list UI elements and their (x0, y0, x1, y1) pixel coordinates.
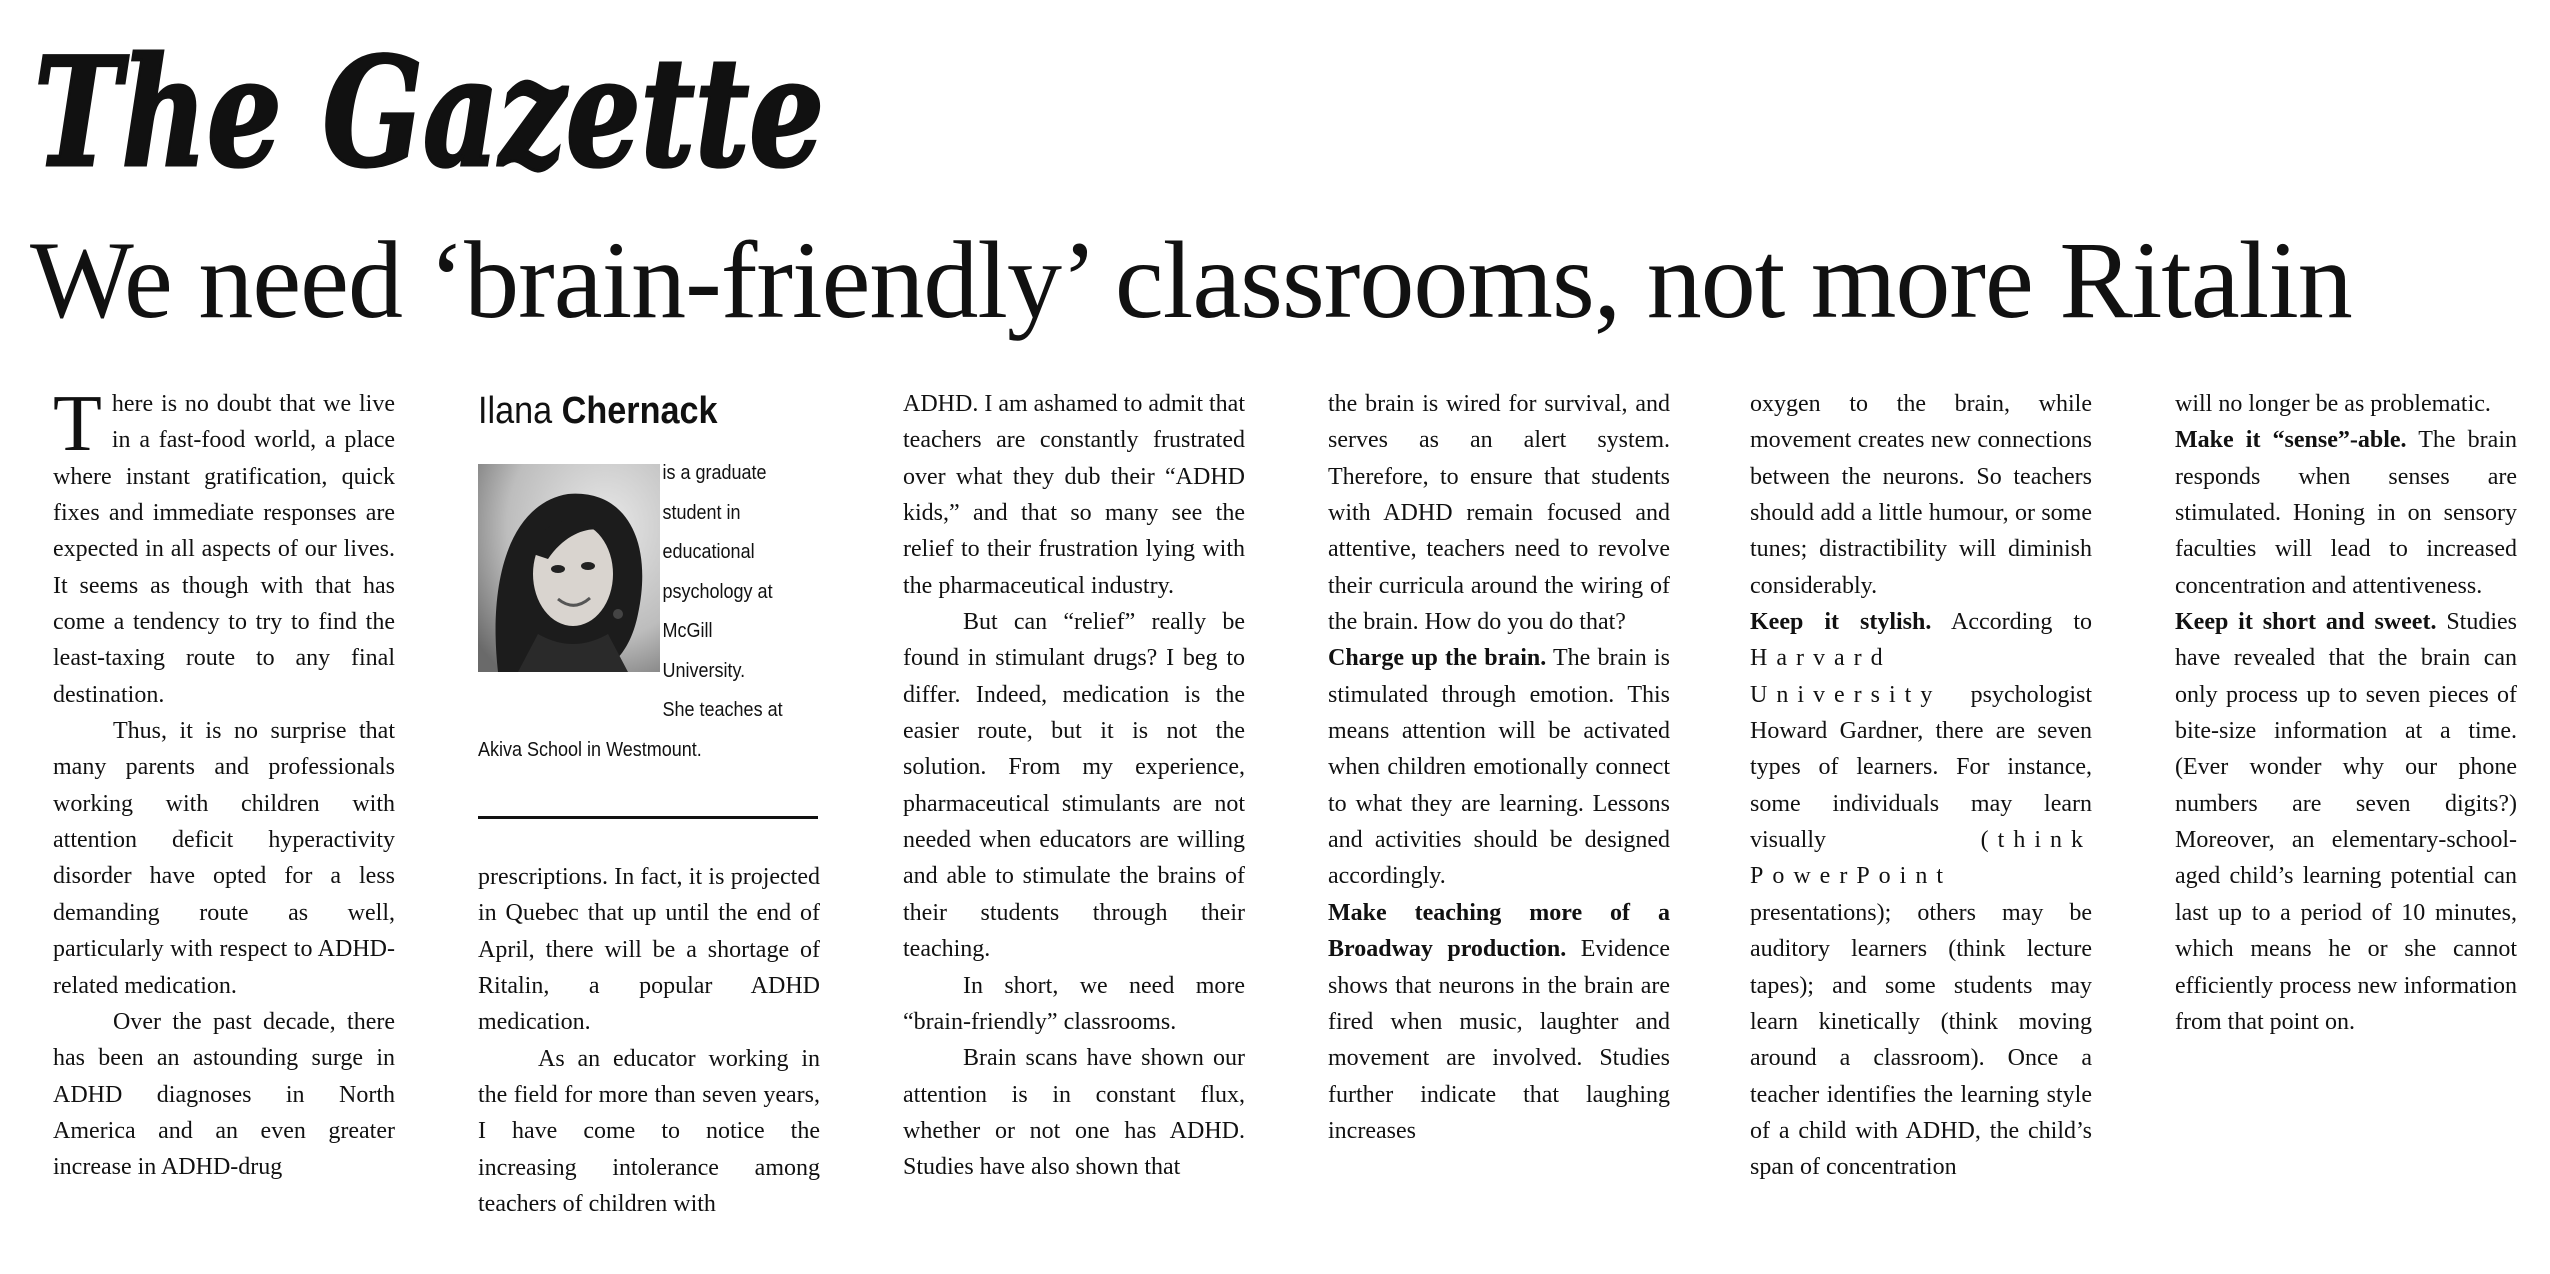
col6-paragraph-3: Studies have revealed that the brain can only process up to seven pieces of bite-size information at a time. (Ever wonder why our phone numbers are seven digits?) Moreover, an elementary-school-aged child’s learning potential can last up to a period of 10 minutes, which means he or she cannot efficiently process new information from that point on. (2175, 609, 2517, 1035)
article-column-3 (903, 386, 1245, 1186)
col3-paragraph-4: Brain scans have shown our attention is in constant flux, whether or not one has ADHD. Studies have also shown that (903, 1045, 1245, 1181)
article-column-1 (53, 380, 395, 1186)
article-column-4 (1328, 386, 1670, 1149)
subhead-charge: Charge up the brain. (1328, 645, 1547, 672)
subhead-stylish: Keep it stylish. (1750, 609, 1932, 636)
col4-paragraph-1: the brain is wired for survival, and serves as an alert system. Therefore, to ensure that students with ADHD remain focused and attentive, teachers need to revolve their curricula around the wiring of the brain. How do you do that? (1328, 391, 1670, 636)
gazette-masthead-logo (34, 25, 834, 201)
author-last-name: Chernack (561, 390, 718, 432)
article-column-6 (2175, 386, 2517, 1040)
author-first-name: Ilana (478, 390, 553, 432)
bio-line: is a graduate (662, 462, 767, 484)
article-headline: We need ‘brain-friendly’ classrooms, not more Ritalin (30, 219, 2352, 341)
col5-paragraph-1: oxygen to the brain, while movement creates new connections between the neurons. So teachers should add a little humour, or some tunes; distractibility will diminish considerably. (1750, 391, 2092, 599)
bio-line: psychology at (662, 580, 773, 603)
col6-paragraph-1: will no longer be as problematic. (2175, 391, 2491, 417)
col5-text: According to (1931, 609, 2092, 636)
subhead-broadway: Make teaching more of a Broadway production. (1328, 899, 1670, 963)
col2-paragraph-1: prescriptions. In fact, it is projected in Quebec that up until the end of April, there will be a shortage of Ritalin, a popular ADHD medication. (478, 864, 820, 1036)
col6-section-sense (2175, 422, 2517, 604)
article-column-5 (1750, 386, 2092, 1186)
bio-line: She teaches at (662, 699, 783, 721)
col3-paragraph-2: But can “relief” really be found in stimulant drugs? I beg to differ. Indeed, medication is the easier route, but it is not the solution. From my experience, pharmaceutical stimulants are not needed when educators are willing and able to stimulate the brains of their students through their teaching. (903, 609, 1245, 963)
author-bio (478, 454, 820, 770)
col6-paragraph-2: The brain responds when senses are stimulated. Honing in on sensory faculties will lead to increased concentration and attentiveness. (2175, 427, 2517, 599)
subhead-short: Keep it short and sweet. (2175, 609, 2437, 636)
col5-section-stylish (1750, 604, 2092, 1186)
col1-paragraph-2: Thus, it is no surprise that many parents and professionals working with children with attention deficit hyperactivity disorder have opted for a less demanding route as well, particularly with respect to ADHD-related medication. (53, 718, 395, 999)
col4-paragraph-2: The brain is stimulated through emotion. This means attention will be activated when children emotionally connect to what they are learning. Lessons and activities should be designed accordingly. (1328, 645, 1671, 890)
article-column-2 (478, 859, 820, 1222)
masthead-text: The Gazette (34, 25, 824, 201)
col3-paragraph-3: In short, we need more “brain-friendly” classrooms. (903, 972, 1245, 1035)
col5-text: (think PowerPoint (1750, 827, 2092, 890)
bio-line: Akiva School in Westmount. (478, 738, 702, 761)
author-box (478, 386, 820, 814)
col4-section-charge (1328, 640, 1670, 894)
col5-text: psychologist Howard Gardner, there are seven types of learners. For instance, some individuals may learn visually (1750, 681, 2092, 854)
divider-rule (478, 816, 818, 819)
bio-line: University. (662, 659, 746, 682)
col3-paragraph-1: ADHD. I am ashamed to admit that teachers are constantly frustrated over what they dub their “ADHD kids,” and that so many see the relief to their frustration lying with the pharmaceutical industry. (903, 391, 1245, 599)
bio-line: student in (662, 501, 741, 524)
col4-paragraph-3: Evidence shows that neurons in the brain are fired when music, laughter and movement are involved. Studies further indicate that laughing increases (1328, 936, 1670, 1144)
col6-section-short (2175, 604, 2517, 1040)
subhead-sense: Make it “sense”-able. (2175, 427, 2407, 454)
col4-section-broadway (1328, 895, 1670, 1149)
col5-text: presentations); others may be auditory learners (think lecture tapes); and some students may learn kinetically (think moving around a classroom). Once a teacher identifies the learning style of a child with ADHD, the child’s span of concentration (1750, 899, 2092, 1181)
drop-cap: T (53, 380, 102, 468)
bio-line: McGill (662, 620, 713, 642)
col5-text: Harvard University (1750, 645, 1942, 708)
col1-paragraph-1: here is no doubt that we live in a fast-food world, a place where instant gratification, quick fixes and immediate responses are expected in all aspects of our lives. It seems as though with that has come a tendency to try to find the least-taxing route to any final destination. (53, 391, 395, 708)
author-byline (478, 386, 786, 436)
col2-paragraph-2: As an educator working in the field for more than seven years, I have come to notice the increasing intolerance among teachers of children with (478, 1045, 820, 1218)
bio-line: educational (662, 541, 755, 563)
col1-paragraph-3: Over the past decade, there has been an astounding surge in ADHD diagnoses in North America and an even greater increase in ADHD-drug (53, 1008, 395, 1181)
